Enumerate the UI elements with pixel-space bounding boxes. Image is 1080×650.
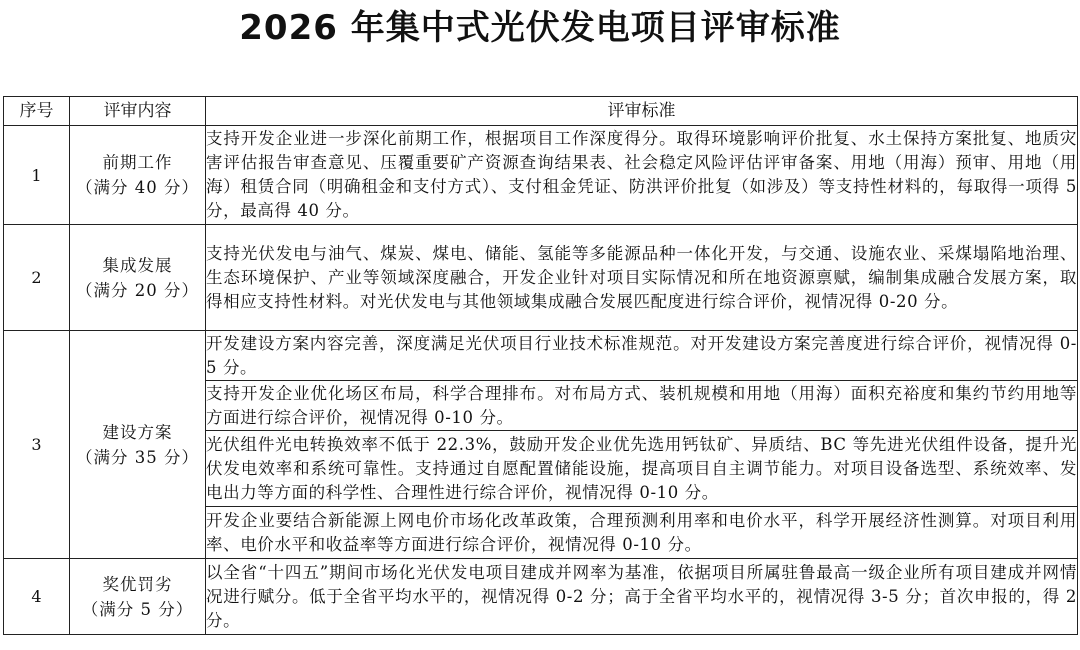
row-standard: 支持光伏发电与油气、煤炭、煤电、储能、氢能等多能源品种一体化开发，与交通、设施农业、采煤塌陷地治理、生态环境保护、产业等领域深度融合，开发企业针对项目实际情况和所在地资源禀赋，编制集成融合发展方案，取得相应支持性材料。对光伏发电与其他领域集成融合发展匹配度进行综合评价，视情况得 0-20 分。 bbox=[206, 225, 1078, 331]
header-row bbox=[4, 97, 1078, 126]
row-content-title: 建设方案 bbox=[102, 422, 173, 442]
row-content bbox=[70, 331, 206, 559]
header-content: 评审内容 bbox=[70, 97, 206, 126]
row-content-title: 奖优罚劣 bbox=[102, 574, 173, 594]
row-standard: 以全省“十四五”期间市场化光伏发电项目建成并网率为基准，依据项目所属驻鲁最高一级企业所有项目建成并网情况进行赋分。低于全省平均水平的，视情况得 0-2 分；高于全省平均水平的，视情况得 3-5 分；首次申报的，得 2 分。 bbox=[206, 559, 1078, 635]
table-row bbox=[4, 559, 1078, 635]
row-content bbox=[70, 126, 206, 225]
row-standard: 支持开发企业优化场区布局，科学合理排布。对布局方式、装机规模和用地（用海）面积充裕度和集约节约用地等方面进行综合评价，视情况得 0-10 分。 bbox=[206, 381, 1078, 431]
row-standard: 支持开发企业进一步深化前期工作，根据项目工作深度得分。取得环境影响评价批复、水土保持方案批复、地质灾害评估报告审查意见、压覆重要矿产资源查询结果表、社会稳定风险评估评审备案、用地（用海）预审、用地（用海）租赁合同（明确租金和支付方式）、支付租金凭证、防洪评价批复（如涉及）等支持性材料的，每取得一项得 5 分，最高得 40 分。 bbox=[206, 126, 1078, 225]
row-number: 4 bbox=[4, 559, 70, 635]
row-number: 2 bbox=[4, 225, 70, 331]
row-content bbox=[70, 559, 206, 635]
row-content-title: 前期工作 bbox=[102, 153, 173, 172]
table-row bbox=[4, 331, 1078, 381]
row-content-score: （满分 35 分） bbox=[76, 447, 199, 467]
criteria-table bbox=[3, 96, 1078, 635]
header-num: 序号 bbox=[4, 97, 70, 126]
row-standard: 光伏组件光电转换效率不低于 22.3%，鼓励开发企业优先选用钙钛矿、异质结、BC 等先进光伏组件设备，提升光伏发电效率和系统可靠性。支持通过自愿配置储能设施，提高项目自主调节能力。对项目设备选型、系统效率、发电出力等方面的科学性、合理性进行综合评价，视情况得 0-10 分。 bbox=[206, 431, 1078, 507]
row-content-score: （满分 40 分） bbox=[76, 178, 199, 197]
row-standard: 开发建设方案内容完善，深度满足光伏项目行业技术标准规范。对开发建设方案完善度进行综合评价，视情况得 0-5 分。 bbox=[206, 331, 1078, 381]
row-content-title: 集成发展 bbox=[102, 255, 173, 275]
table-row bbox=[4, 225, 1078, 331]
table-row bbox=[4, 126, 1078, 225]
row-standard: 开发企业要结合新能源上网电价市场化改革政策，合理预测利用率和电价水平，科学开展经济性测算。对项目利用率、电价水平和收益率等方面进行综合评价，视情况得 0-10 分。 bbox=[206, 507, 1078, 559]
row-content-score: （满分 5 分） bbox=[81, 599, 194, 619]
row-number: 3 bbox=[4, 331, 70, 559]
page-title: 2026 年集中式光伏发电项目评审标准 bbox=[239, 8, 841, 48]
row-content bbox=[70, 225, 206, 331]
header-standard: 评审标准 bbox=[206, 97, 1078, 126]
row-number: 1 bbox=[4, 126, 70, 225]
row-content-score: （满分 20 分） bbox=[76, 280, 199, 300]
